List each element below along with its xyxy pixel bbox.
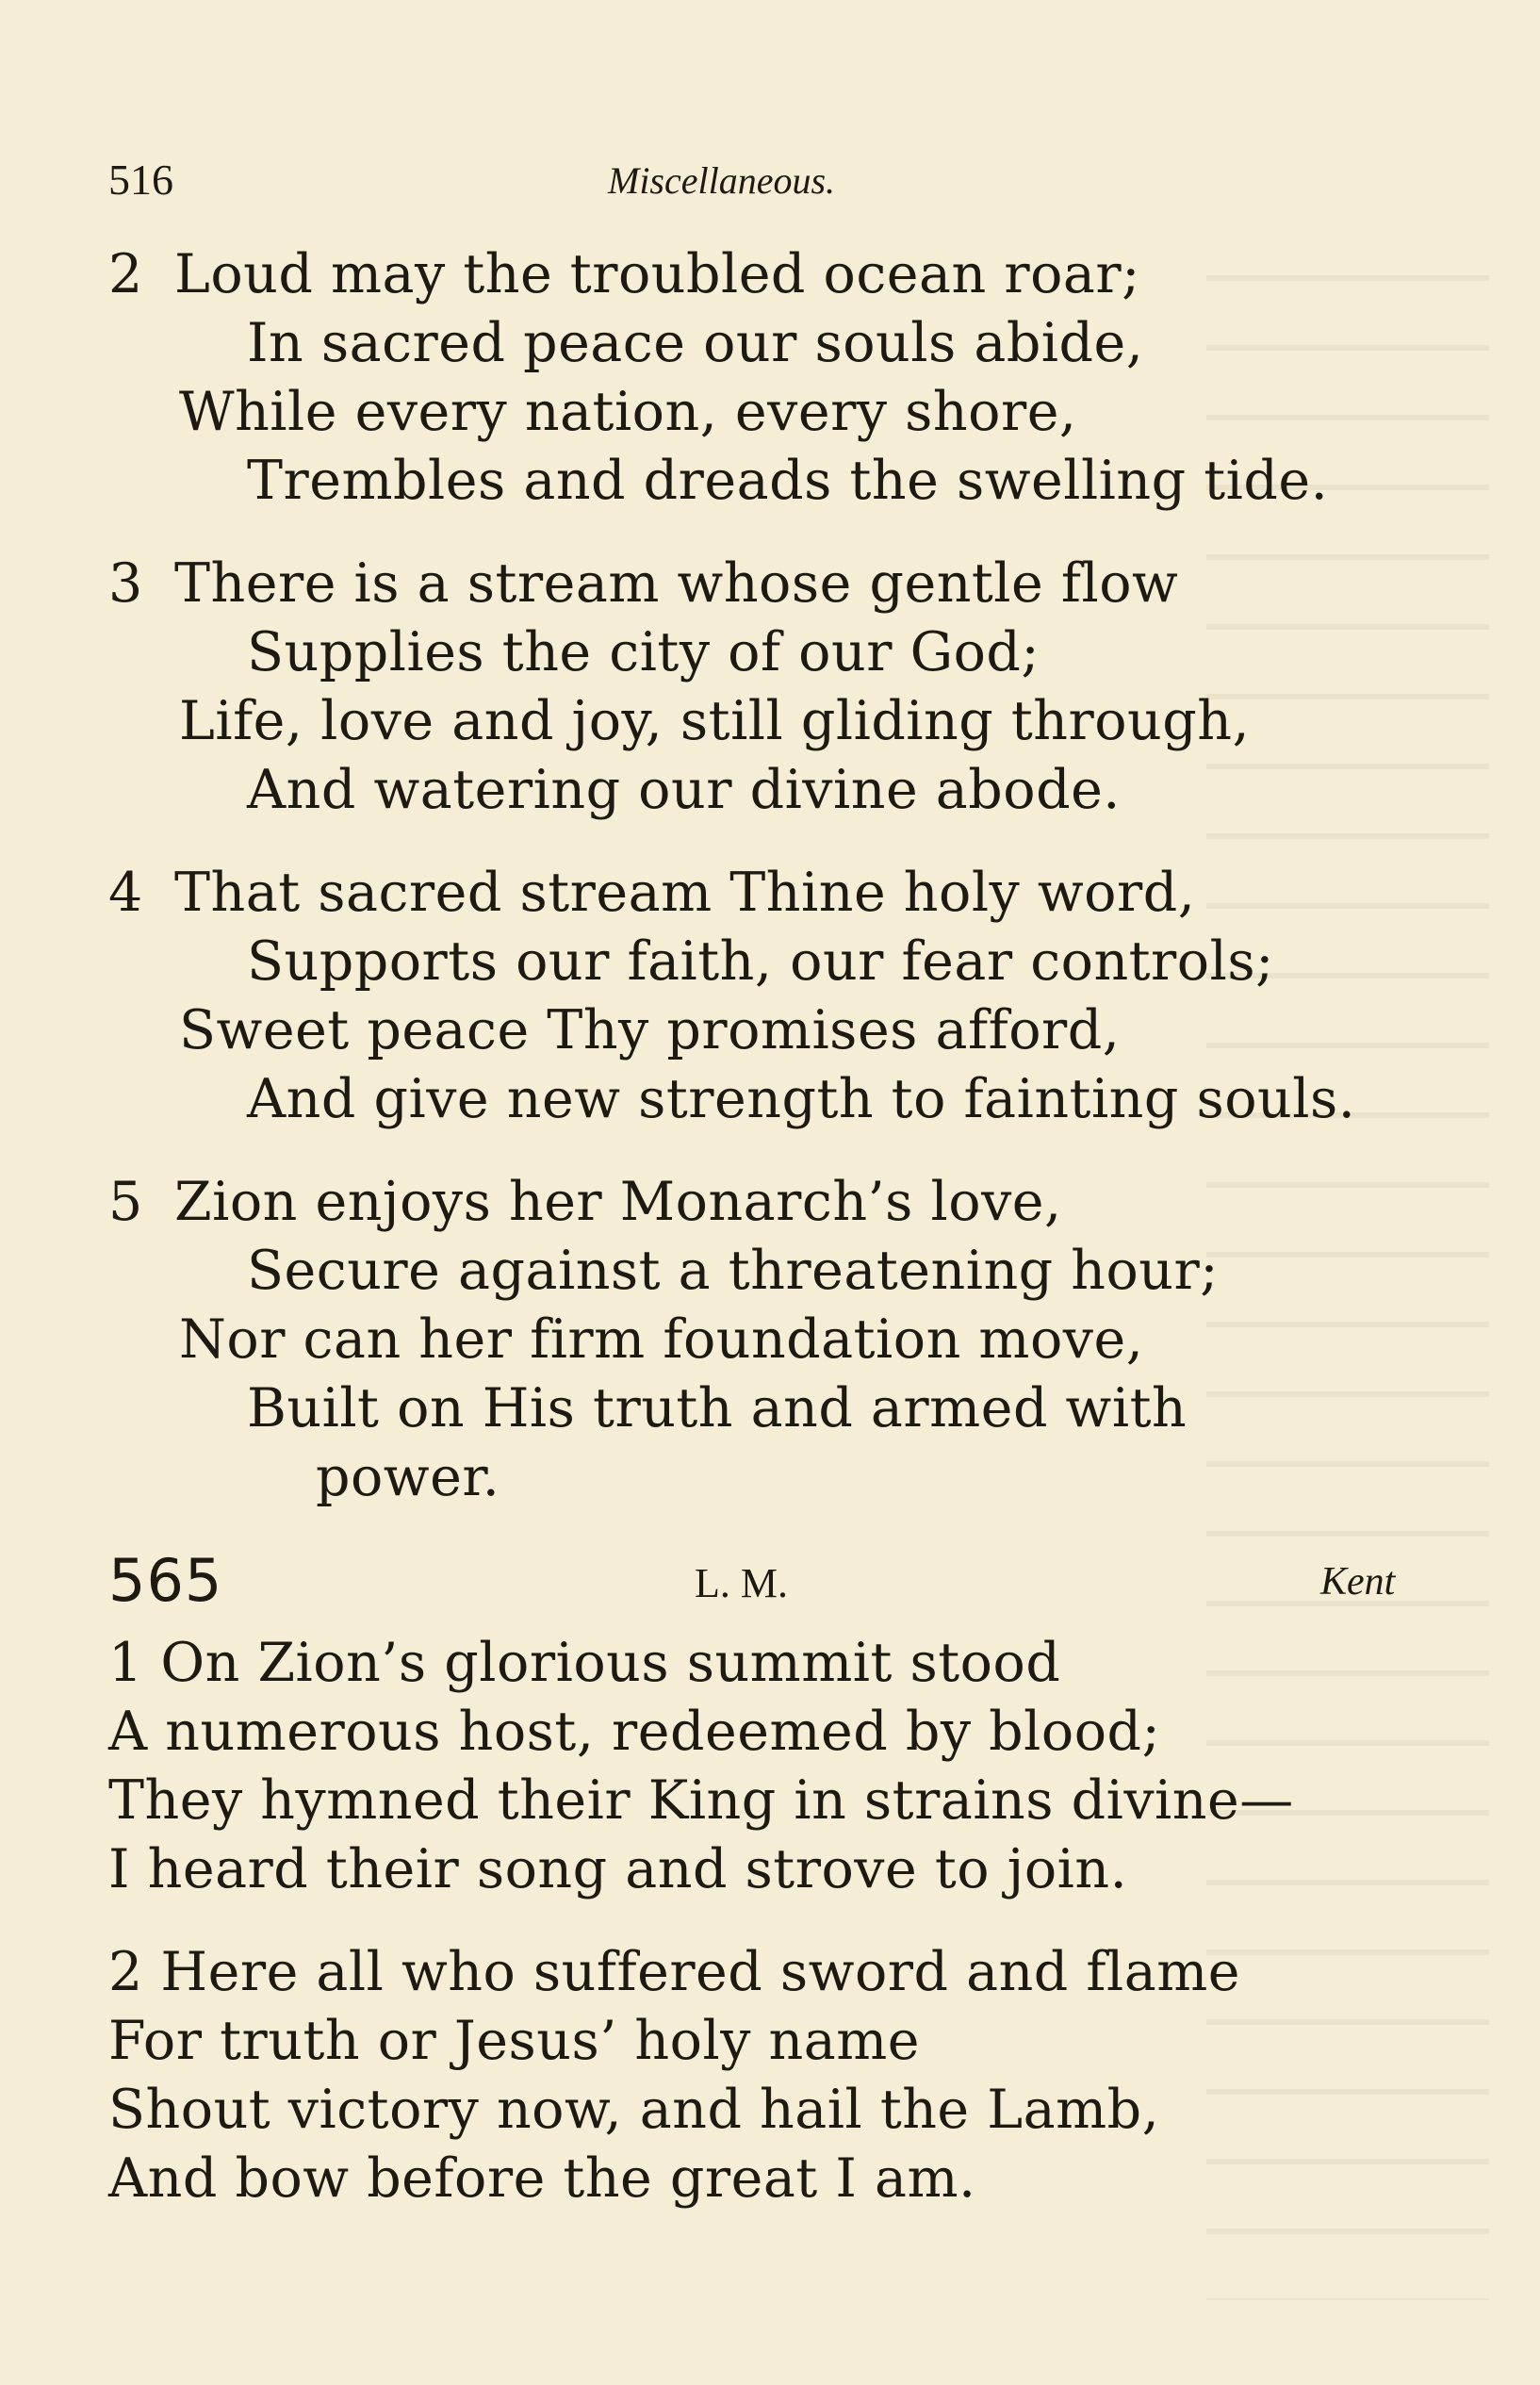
- stanza-number: 2: [108, 243, 143, 305]
- stanza-564-4: [108, 859, 1456, 1134]
- line-text: Loud may the troubled ocean roar;: [174, 243, 1140, 305]
- verse-line: Supports our faith, our fear controls;: [247, 930, 1274, 993]
- tune-name: Kent: [1320, 1560, 1396, 1604]
- verse-line: While every nation, every shore,: [179, 381, 1077, 443]
- verse-line: Secure against a threatening hour;: [247, 1240, 1219, 1302]
- stanza-number: 3: [108, 552, 143, 615]
- verse-line: Nor can her firm foundation move,: [179, 1308, 1144, 1371]
- verse-line: power.: [316, 1446, 500, 1508]
- line-text: Zion enjoys her Monarch’s love,: [174, 1171, 1062, 1233]
- verse-line: I heard their song and strove to join.: [108, 1838, 1128, 1900]
- verse-line: [108, 550, 1456, 618]
- stanza-number: 5: [108, 1171, 143, 1233]
- verse-line: Built on His truth and armed with: [247, 1377, 1188, 1439]
- stanza-564-5: [108, 1168, 1456, 1512]
- stanza-565-1: [108, 1629, 1456, 1904]
- verse-line: [108, 859, 1456, 928]
- verse-line: [108, 240, 1456, 309]
- verse-line: [108, 1629, 1456, 1698]
- verse-line: [108, 1168, 1456, 1237]
- page-number: 516: [108, 156, 173, 204]
- verse-line: In sacred peace our souls abide,: [247, 312, 1144, 374]
- stanza-565-2: [108, 1938, 1456, 2213]
- verse-line: For truth or Jesus’ holy name: [108, 2010, 920, 2072]
- verse-line: A numerous host, redeemed by blood;: [108, 1701, 1161, 1763]
- line-text: Here all who suffered sword and flame: [160, 1941, 1241, 2003]
- verse-line: And bow before the great I am.: [108, 2147, 976, 2210]
- line-text: On Zion’s glorious summit stood: [160, 1632, 1061, 1694]
- verse-line: And give new strength to fainting souls.: [247, 1068, 1356, 1130]
- line-text: There is a stream whose gentle flow: [174, 552, 1179, 615]
- page-body: [108, 240, 1456, 2247]
- page-header: [108, 155, 1437, 211]
- verse-line: Sweet peace Thy promises afford,: [179, 999, 1121, 1061]
- verse-line: Life, love and joy, still gliding through,: [179, 690, 1251, 752]
- stanza-564-3: [108, 550, 1456, 825]
- verse-line: Trembles and dreads the swelling tide.: [247, 450, 1329, 512]
- hymn-meter: L. M.: [695, 1560, 788, 1606]
- hymn-heading: [108, 1546, 1456, 1629]
- stanza-number: 1: [108, 1632, 143, 1694]
- stanza-number: 4: [108, 862, 143, 924]
- running-head: Miscellaneous.: [608, 159, 836, 202]
- verse-line: Shout victory now, and hail the Lamb,: [108, 2079, 1160, 2141]
- line-text: That sacred stream Thine holy word,: [174, 862, 1196, 924]
- hymn-number: 565: [108, 1546, 223, 1615]
- verse-line: [108, 1938, 1456, 2007]
- verse-line: They hymned their King in strains divine—: [108, 1769, 1294, 1832]
- verse-line: And watering our divine abode.: [247, 759, 1121, 821]
- verse-line: Supplies the city of our God;: [247, 621, 1040, 683]
- stanza-number: 2: [108, 1941, 143, 2003]
- stanza-564-2: [108, 240, 1456, 516]
